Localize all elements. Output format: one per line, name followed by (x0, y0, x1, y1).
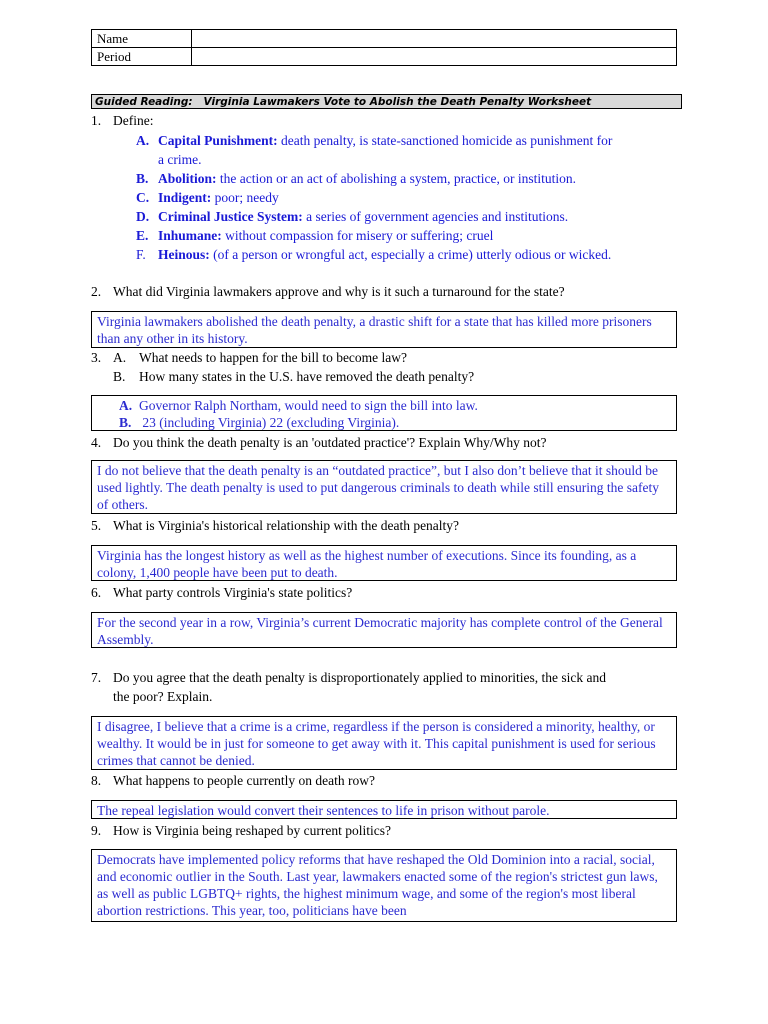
question-number: 6. (91, 585, 102, 600)
definition-letter: F. (136, 247, 146, 262)
question-number: 3. (91, 350, 102, 365)
definition-e (136, 226, 493, 245)
answer-3b (119, 414, 671, 431)
definition-b (136, 169, 576, 188)
definition-letter: D. (136, 209, 150, 224)
question-1 (91, 112, 153, 130)
answer-box-4[interactable]: I do not believe that the death penalty is an “outdated practice”, but I also don’t believe that it should be used lightly. The death penalty is used to put dangerous criminals to death while still ensuring the safety of others. (91, 460, 677, 514)
question-text: How many states in the U.S. have removed the death penalty? (139, 369, 475, 384)
question-6 (91, 584, 352, 602)
question-text: What did Virginia lawmakers approve and why is it such a turnaround for the state? (113, 284, 565, 299)
name-row (92, 30, 677, 48)
question-8 (91, 772, 375, 790)
question-number: 9. (91, 823, 102, 838)
question-3a (91, 349, 407, 367)
answer-box-3[interactable] (91, 395, 677, 431)
definition-text: a crime. (158, 152, 202, 167)
worksheet-title-banner: Guided Reading: Virginia Lawmakers Vote to Abolish the Death Penalty Worksheet (91, 94, 682, 109)
sub-question-letter: A. (113, 350, 127, 365)
question-number: 2. (91, 284, 102, 299)
definition-term: Capital Punishment: (158, 133, 278, 148)
definition-a (136, 131, 612, 150)
definition-text: without compassion for misery or suffering; cruel (221, 228, 494, 243)
question-text: What needs to happen for the bill to become law? (139, 350, 408, 365)
question-text: Define: (113, 113, 154, 128)
question-number: 4. (91, 435, 102, 450)
definition-text: death penalty, is state-sanctioned homicide as punishment for (277, 133, 613, 148)
definition-term: Heinous: (158, 247, 210, 262)
question-5 (91, 517, 459, 535)
question-text: the poor? Explain. (113, 689, 213, 704)
definition-text: a series of government agencies and institutions. (302, 209, 569, 224)
answer-letter: A. (119, 398, 133, 413)
definition-text: (of a person or wrongful act, especially a crime) utterly odious or wicked. (209, 247, 612, 262)
question-text: Do you think the death penalty is an 'outdated practice'? Explain Why/Why not? (113, 435, 547, 450)
period-row (92, 48, 677, 66)
name-field[interactable] (192, 30, 677, 48)
period-label: Period (92, 48, 192, 66)
answer-box-2[interactable]: Virginia lawmakers abolished the death penalty, a drastic shift for a state that has killed more prisoners than any other in its history. (91, 311, 677, 348)
answer-letter: B. (119, 415, 132, 430)
question-3b (113, 368, 474, 386)
question-text: What happens to people currently on death row? (113, 773, 376, 788)
definition-term: Abolition: (158, 171, 217, 186)
definition-term: Indigent: (158, 190, 212, 205)
definition-f (136, 245, 611, 264)
question-number: 7. (91, 670, 102, 685)
definition-letter: B. (136, 171, 149, 186)
name-label: Name (92, 30, 192, 48)
answer-box-9[interactable]: Democrats have implemented policy reforms that have reshaped the Old Dominion into a racial, social, and economic outlier in the South. Last year, lawmakers enacted some of the region's strictest gun laws, as well as public LGBTQ+ rights, the highest minimum wage, and some of the region's most liberal abortion restrictions. This year, too, politicians have been (91, 849, 677, 922)
period-field[interactable] (192, 48, 677, 66)
definition-letter: A. (136, 133, 150, 148)
question-text: What is Virginia's historical relationship with the death penalty? (113, 518, 460, 533)
student-info-table (91, 29, 677, 66)
answer-3a (119, 397, 671, 414)
sub-question-letter: B. (113, 369, 126, 384)
question-7 (91, 669, 606, 687)
definition-a-continued (158, 150, 201, 169)
definition-c (136, 188, 279, 207)
answer-box-5[interactable]: Virginia has the longest history as well as the highest number of executions. Since its founding, as a colony, 1,400 people have been put to death. (91, 545, 677, 581)
definition-term: Inhumane: (158, 228, 222, 243)
question-2 (91, 283, 565, 301)
definition-term: Criminal Justice System: (158, 209, 303, 224)
definition-d (136, 207, 568, 226)
question-number: 5. (91, 518, 102, 533)
question-9 (91, 822, 391, 840)
answer-box-6[interactable]: For the second year in a row, Virginia’s current Democratic majority has complete control of the General Assembly. (91, 612, 677, 648)
answer-text: 23 (including Virginia) 22 (excluding Virginia). (139, 415, 400, 430)
question-number: 8. (91, 773, 102, 788)
question-text: What party controls Virginia's state politics? (113, 585, 353, 600)
definition-letter: E. (136, 228, 149, 243)
question-text: Do you agree that the death penalty is disproportionately applied to minorities, the sick and (113, 670, 607, 685)
definition-text: poor; needy (211, 190, 279, 205)
question-7-continued (113, 688, 212, 706)
definition-letter: C. (136, 190, 150, 205)
question-number: 1. (91, 113, 102, 128)
answer-text: Governor Ralph Northam, would need to sign the bill into law. (139, 398, 478, 413)
answer-box-8[interactable]: The repeal legislation would convert their sentences to life in prison without parole. (91, 800, 677, 819)
question-4 (91, 434, 547, 452)
definition-text: the action or an act of abolishing a system, practice, or institution. (216, 171, 577, 186)
answer-box-7[interactable]: I disagree, I believe that a crime is a crime, regardless if the person is considered a minority, healthy, or wealthy. It would be in just for someone to get away with it. This capital punishment is used for serious crimes that cannot be denied. (91, 716, 677, 770)
question-text: How is Virginia being reshaped by current politics? (113, 823, 392, 838)
